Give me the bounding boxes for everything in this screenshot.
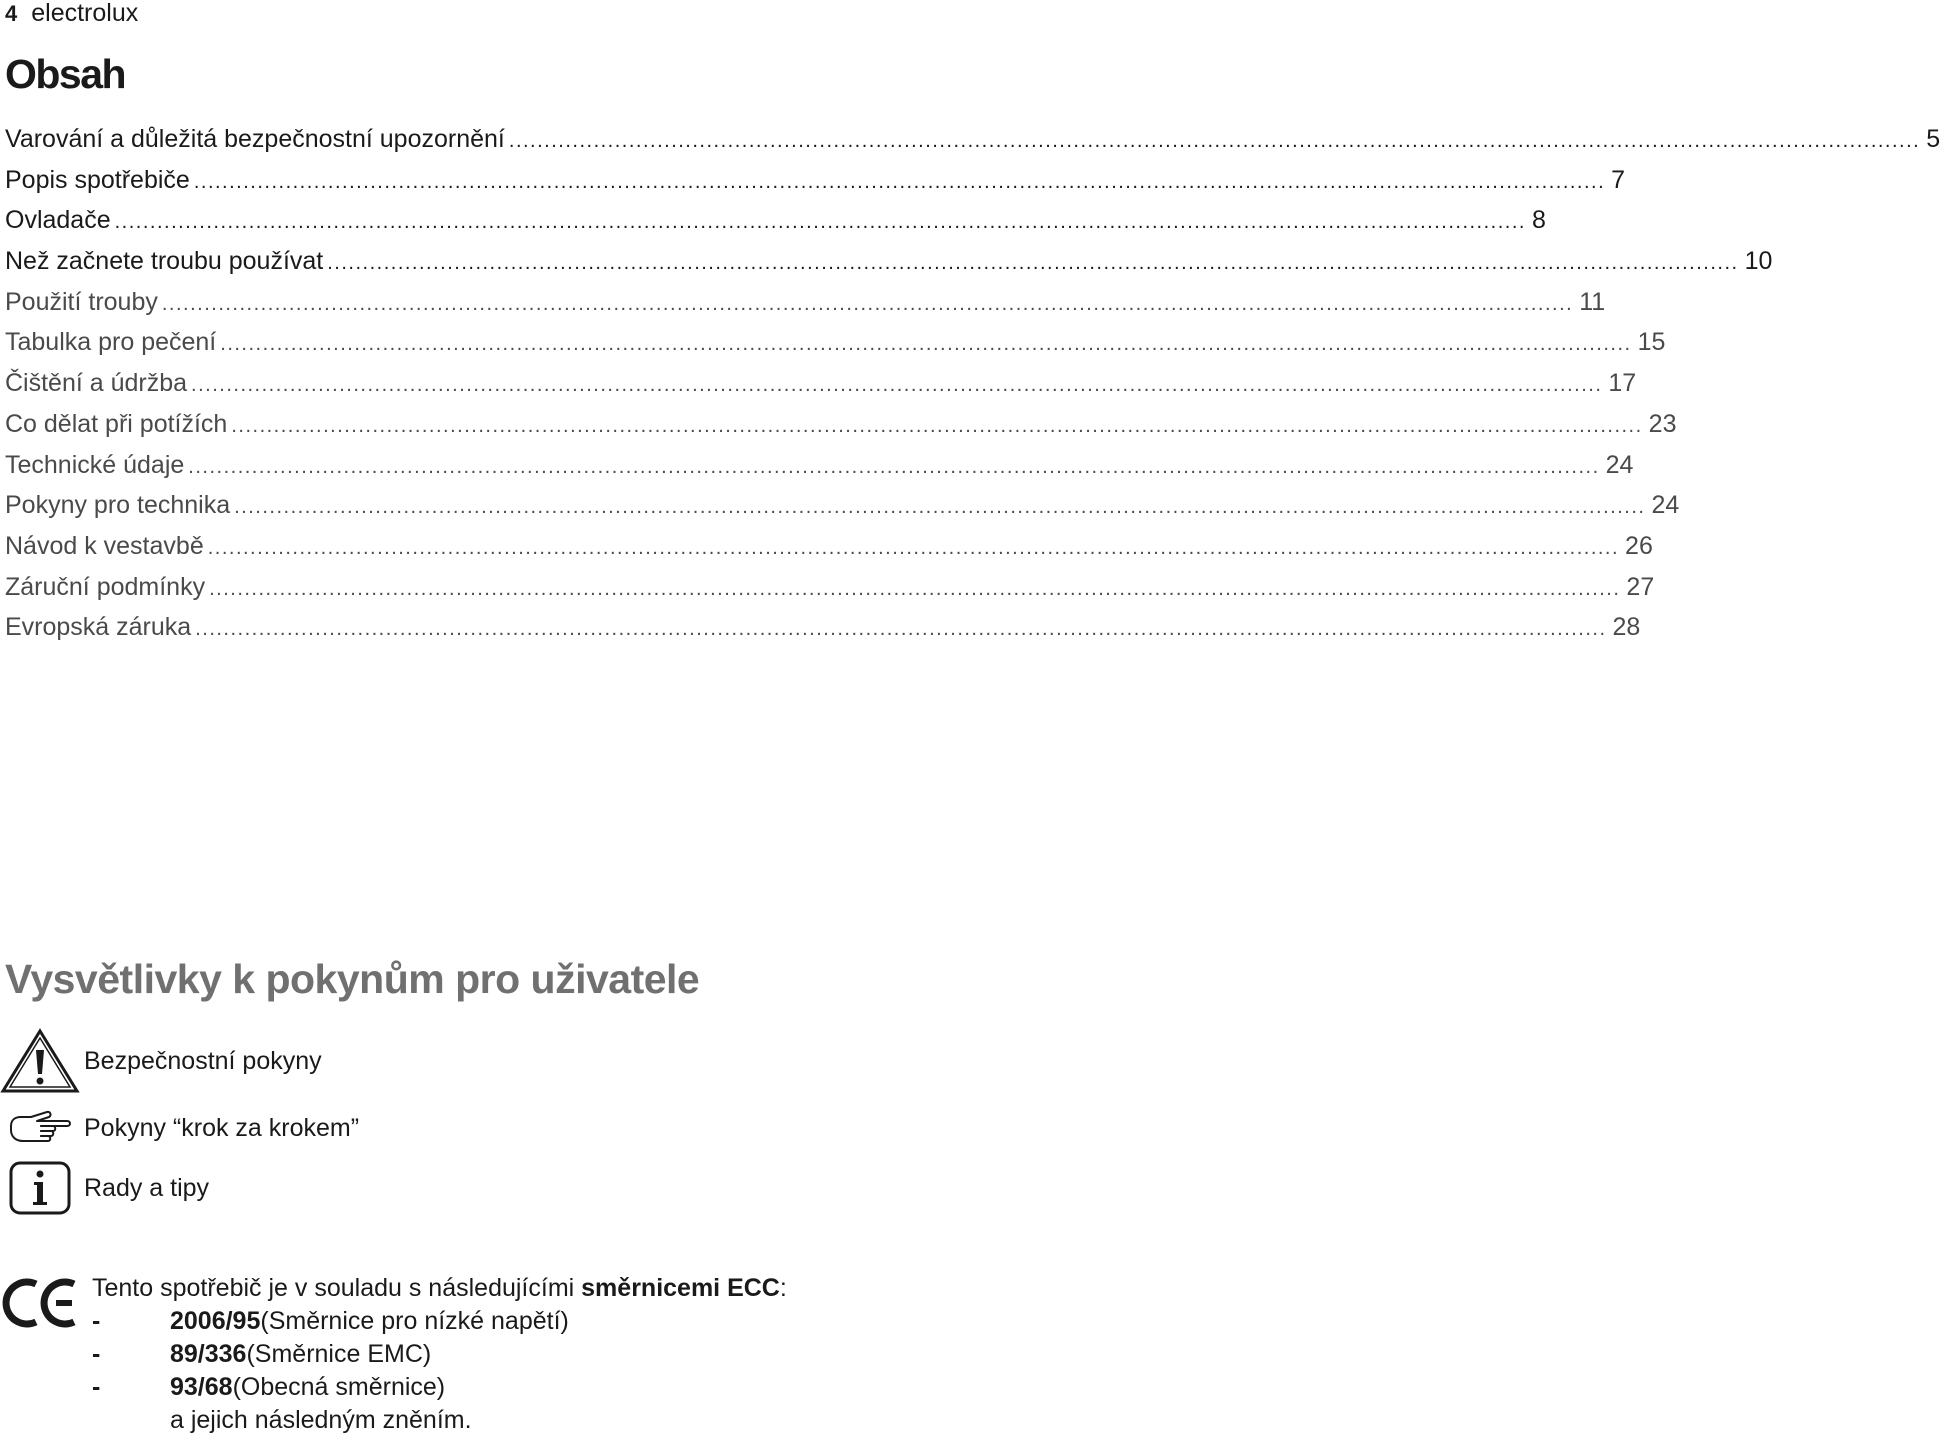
toc-page: 5 <box>1926 125 1940 153</box>
toc-leader: ........................................................................................................................................................................................................ <box>209 577 1621 600</box>
toc-page: 24 <box>1651 491 1680 520</box>
directive-desc: (Směrnice pro nízké napětí) <box>260 1307 569 1335</box>
toc-page: 24 <box>1605 450 1634 479</box>
toc-label: Popis spotřebiče <box>5 165 190 194</box>
toc-entry[interactable] <box>5 287 1606 329</box>
page-number: 4 <box>5 1 18 26</box>
toc-leader: ........................................................................................................................................................................................................ <box>191 374 1603 397</box>
ce-intro-text: Tento spotřebič je v souladu s následujícími <box>92 1274 582 1302</box>
toc-entry[interactable] <box>5 247 1773 288</box>
brand-name: electrolux <box>31 0 139 27</box>
legend-label: Rady a tipy <box>84 1173 210 1202</box>
info-icon <box>0 1160 80 1216</box>
ce-intro <box>92 1272 787 1305</box>
toc-page: 8 <box>1531 206 1546 235</box>
pointing-hand-icon <box>0 1108 80 1148</box>
directive-item <box>92 1371 787 1404</box>
toc-entry[interactable] <box>5 450 1634 492</box>
toc-label: Čištění a údržba <box>5 369 188 398</box>
toc-label: Evropská záruka <box>5 613 192 642</box>
legend-item-tips <box>0 1160 209 1216</box>
legend-item-steps <box>0 1108 359 1148</box>
ce-intro-bold: směrnicemi ECC <box>581 1274 780 1302</box>
toc-label: Pokyny pro technika <box>5 491 231 520</box>
toc-label: Návod k vestavbě <box>5 531 204 560</box>
toc-page: 11 <box>1579 287 1606 316</box>
legend-label: Pokyny “krok za krokem” <box>84 1113 360 1142</box>
toc-label: Ovladače <box>5 206 111 235</box>
toc-entry[interactable] <box>5 328 1666 369</box>
toc-entry[interactable] <box>5 165 1626 207</box>
toc-page: 27 <box>1626 572 1655 601</box>
toc-leader: ........................................................................................................................................................................................................ <box>327 252 1739 275</box>
toc-page: 15 <box>1637 328 1666 357</box>
toc-entry[interactable] <box>5 531 1653 573</box>
directive-item <box>92 1305 787 1338</box>
toc-leader: ........................................................................................................................................................................................................ <box>161 292 1574 315</box>
toc-leader: ........................................................................................................................................................................................................ <box>234 496 1646 519</box>
legend-item-safety <box>0 1028 322 1094</box>
toc-leader: ........................................................................................................................................................................................................ <box>114 211 1526 234</box>
directive-code: 93/68 <box>170 1373 233 1401</box>
toc-label: Tabulka pro pečení <box>5 328 217 357</box>
directive-dash: - <box>92 1373 101 1401</box>
ce-text <box>92 1272 787 1437</box>
directive-dash: - <box>92 1307 101 1335</box>
directive-desc: (Obecná směrnice) <box>232 1373 446 1401</box>
legend-title: Vysvětlivky k pokynům pro uživatele <box>5 956 700 1002</box>
toc-entry[interactable] <box>5 409 1677 451</box>
toc-leader: ........................................................................................................................................................................................................ <box>508 130 1921 152</box>
toc-page: 10 <box>1744 247 1773 276</box>
toc-label: Použití trouby <box>5 287 158 316</box>
toc-leader: ........................................................................................................................................................................................................ <box>220 333 1632 356</box>
toc-entry[interactable] <box>5 369 1637 410</box>
toc-leader: ........................................................................................................................................................................................................ <box>207 536 1620 559</box>
toc-leader: ........................................................................................................................................................................................................ <box>231 414 1643 437</box>
toc-label: Varování a důležitá bezpečnostní upozornění <box>5 125 505 153</box>
toc-entry[interactable] <box>5 491 1680 532</box>
toc-entry[interactable] <box>5 613 1641 654</box>
toc-label: Co dělat při potížích <box>5 409 228 438</box>
toc-label: Než začnete troubu používat <box>5 247 324 276</box>
directive-dash: - <box>92 1340 101 1368</box>
toc-page: 23 <box>1648 409 1677 438</box>
toc-page: 17 <box>1608 369 1637 398</box>
page-header <box>5 0 138 28</box>
page-title: Obsah <box>5 51 126 97</box>
directive-desc: (Směrnice EMC) <box>246 1340 432 1368</box>
toc-leader: ........................................................................................................................................................................................................ <box>193 170 1606 193</box>
toc-entry[interactable] <box>5 125 1940 166</box>
toc-label: Technické údaje <box>5 450 185 479</box>
table-of-contents <box>5 125 1940 654</box>
toc-leader: ........................................................................................................................................................................................................ <box>188 455 1600 478</box>
directive-item <box>92 1338 787 1371</box>
warning-triangle-icon <box>0 1028 80 1094</box>
toc-entry[interactable] <box>5 206 1546 247</box>
toc-leader: ........................................................................................................................................................................................................ <box>195 618 1607 641</box>
ce-intro-suffix: : <box>779 1274 787 1302</box>
ce-closing: a jejich následným zněním. <box>170 1406 472 1434</box>
toc-page: 28 <box>1612 613 1641 642</box>
directive-code: 89/336 <box>170 1340 247 1368</box>
toc-entry[interactable] <box>5 572 1655 614</box>
toc-page: 7 <box>1611 165 1626 194</box>
toc-page: 26 <box>1625 531 1653 560</box>
ce-mark-icon <box>4 1276 78 1335</box>
legend-label: Bezpečnostní pokyny <box>84 1046 322 1075</box>
toc-label: Záruční podmínky <box>5 572 206 601</box>
directive-code: 2006/95 <box>170 1307 261 1335</box>
